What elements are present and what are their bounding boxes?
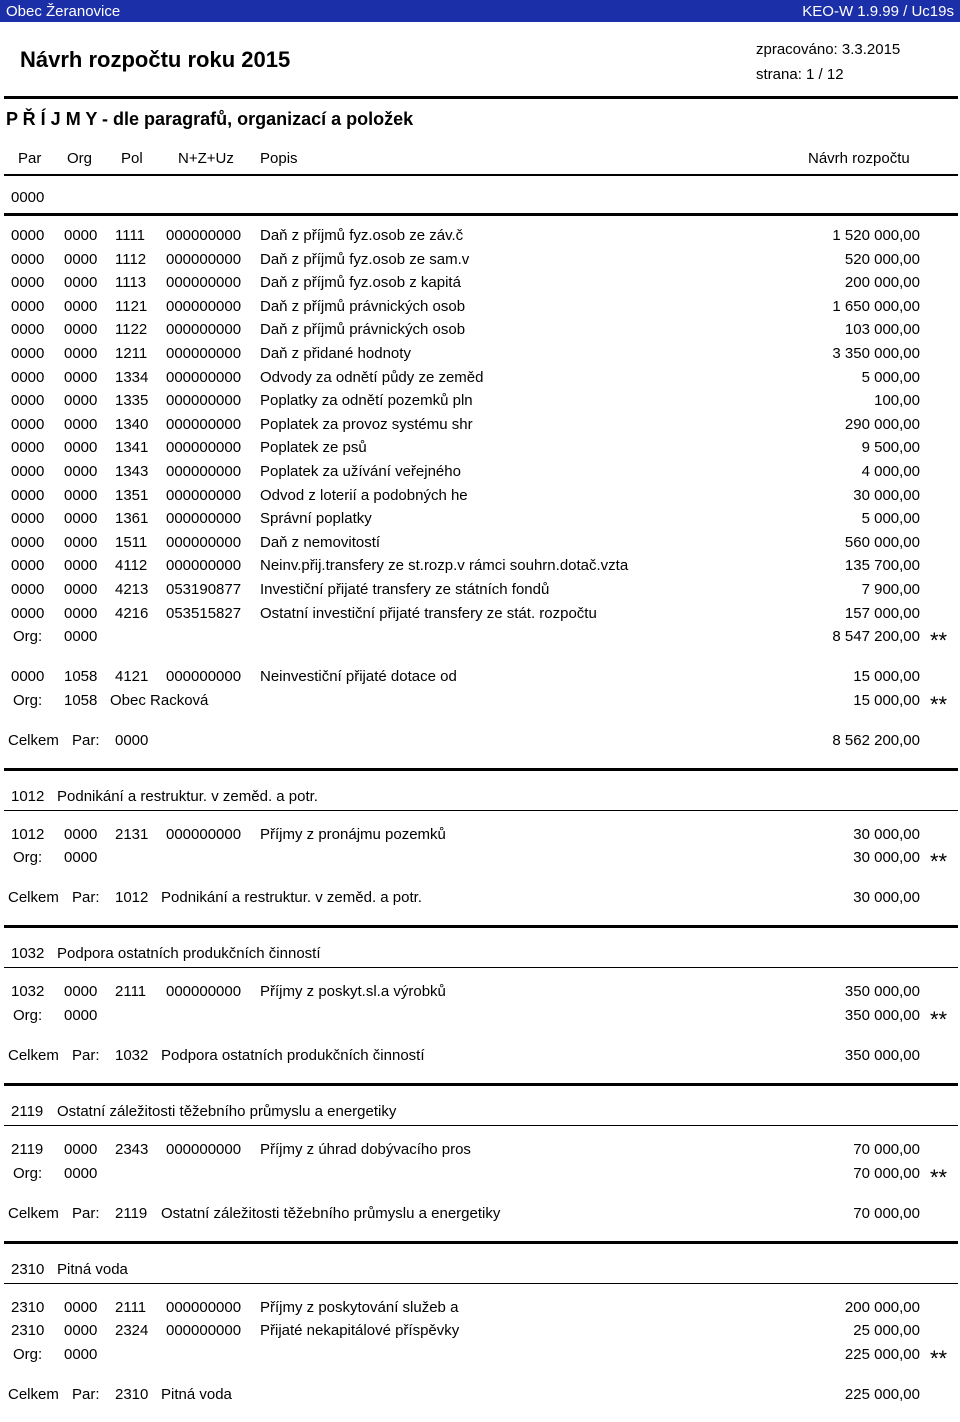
cell-org: 0000 bbox=[64, 581, 98, 598]
page-number: strana: 1 / 12 bbox=[756, 66, 844, 83]
section-heading-divider bbox=[4, 1125, 958, 1126]
cell-amount: 200 000,00 bbox=[844, 1298, 920, 1316]
cell-org: 0000 bbox=[64, 983, 98, 1001]
celkem-total: 30 000,00 bbox=[853, 889, 920, 907]
cell-nzu: 000000000 bbox=[166, 415, 242, 433]
cell-amount: 5 000,00 bbox=[861, 368, 920, 386]
cell-par: 0000 bbox=[11, 533, 45, 551]
cell-org: 0000 bbox=[64, 486, 98, 504]
cell-pol: 1121 bbox=[115, 297, 148, 315]
cell-par: 0000 bbox=[11, 227, 45, 244]
cell-par: 2119 bbox=[11, 1141, 44, 1158]
cell-org: 0000 bbox=[64, 227, 98, 244]
cell-amount: 135 700,00 bbox=[844, 557, 920, 575]
cell-popis: Daň z příjmů fyz.osob z kapitá bbox=[260, 274, 461, 292]
section-name: Podpora ostatních produkčních činností bbox=[57, 945, 321, 963]
celkem-label: Celkem bbox=[8, 1385, 59, 1403]
cell-nzu: 000000000 bbox=[166, 297, 242, 315]
org-label: Org: bbox=[13, 849, 43, 867]
cell-pol: 1351 bbox=[115, 486, 149, 504]
header-divider bbox=[4, 174, 958, 176]
cell-popis: Daň z přidané hodnoty bbox=[260, 345, 411, 362]
celkem-label: Celkem bbox=[8, 731, 59, 749]
org-total: 8 547 200,00 bbox=[832, 628, 920, 646]
cell-nzu: 053190877 bbox=[166, 581, 242, 598]
cell-amount: 25 000,00 bbox=[853, 1322, 920, 1340]
cell-popis: Správní poplatky bbox=[260, 510, 372, 528]
cell-org: 0000 bbox=[64, 297, 98, 315]
section-total-row bbox=[0, 1205, 960, 1223]
org-total-row bbox=[0, 849, 960, 867]
cell-amount: 30 000,00 bbox=[853, 825, 920, 843]
section-heading bbox=[0, 945, 960, 963]
cell-popis: Poplatek za provoz systému shr bbox=[260, 415, 473, 433]
org-label: Org: bbox=[13, 1345, 43, 1363]
cell-par: 0000 bbox=[11, 510, 45, 528]
processed-date: zpracováno: 3.3.2015 bbox=[756, 41, 901, 58]
cell-popis: Daň z příjmů fyz.osob ze záv.č bbox=[260, 227, 464, 244]
total-stars: ** bbox=[930, 691, 948, 717]
org-total: 15 000,00 bbox=[853, 691, 920, 709]
cell-pol: 1111 bbox=[115, 227, 146, 244]
cell-org: 0000 bbox=[64, 463, 98, 480]
cell-pol: 1335 bbox=[115, 392, 149, 410]
cell-nzu: 000000000 bbox=[166, 368, 242, 386]
cell-popis: Příjmy z úhrad dobývacího pros bbox=[260, 1141, 471, 1158]
report-header: P Ř Í J M Y - dle paragrafů, organizací a položek bbox=[6, 109, 414, 129]
table-row bbox=[0, 487, 960, 505]
cell-pol: 2343 bbox=[115, 1141, 149, 1158]
cell-popis: Daň z příjmů právnických osob bbox=[260, 297, 466, 315]
celkem-label: Celkem bbox=[8, 889, 59, 907]
cell-org: 0000 bbox=[64, 1141, 98, 1158]
celkem-code: 1032 bbox=[115, 1047, 149, 1064]
table-row bbox=[0, 392, 960, 410]
celkem-code: 2310 bbox=[115, 1385, 149, 1403]
cell-nzu: 000000000 bbox=[166, 1141, 242, 1158]
cell-amount: 290 000,00 bbox=[844, 415, 920, 433]
celkem-total: 225 000,00 bbox=[844, 1385, 920, 1403]
table-row bbox=[0, 463, 960, 481]
cell-par: 0000 bbox=[11, 250, 45, 268]
section-heading-divider bbox=[4, 967, 958, 968]
cell-amount: 7 900,00 bbox=[861, 581, 920, 598]
org-label: Org: bbox=[13, 691, 43, 709]
cell-nzu: 000000000 bbox=[166, 274, 242, 292]
celkem-par-label: Par: bbox=[72, 731, 100, 749]
cell-pol: 2111 bbox=[115, 983, 147, 1001]
table-row bbox=[0, 826, 960, 844]
cell-nzu: 000000000 bbox=[166, 1322, 242, 1340]
section-divider bbox=[4, 925, 958, 928]
col-par: Par bbox=[18, 150, 42, 167]
column-headers bbox=[0, 150, 960, 168]
celkem-label: Celkem bbox=[8, 1204, 59, 1222]
cell-par: 0000 bbox=[11, 486, 45, 504]
total-stars: ** bbox=[930, 1164, 948, 1190]
cell-org: 0000 bbox=[64, 321, 98, 339]
celkem-name: Pitná voda bbox=[161, 1385, 232, 1403]
cell-amount: 15 000,00 bbox=[853, 668, 920, 686]
section-heading bbox=[0, 189, 960, 207]
section-divider bbox=[4, 1241, 958, 1244]
cell-popis: Příjmy z poskytování služeb a bbox=[260, 1298, 459, 1316]
section-code: 2310 bbox=[11, 1260, 45, 1278]
cell-amount: 70 000,00 bbox=[853, 1141, 920, 1158]
cell-par: 0000 bbox=[11, 604, 45, 622]
cell-par: 2310 bbox=[11, 1298, 45, 1316]
section-code: 1032 bbox=[11, 945, 45, 963]
celkem-par-label: Par: bbox=[72, 1204, 100, 1222]
section-heading bbox=[0, 788, 960, 806]
org-total-row bbox=[0, 1007, 960, 1025]
cell-popis: Ostatní investiční přijaté transfery ze stát. rozpočtu bbox=[260, 604, 597, 622]
section-divider bbox=[4, 768, 958, 771]
cell-pol: 4112 bbox=[115, 557, 148, 575]
cell-org: 0000 bbox=[64, 825, 98, 843]
cell-nzu: 000000000 bbox=[166, 983, 242, 1001]
col-org: Org bbox=[67, 150, 93, 167]
section-heading bbox=[0, 1103, 960, 1121]
section-total-row bbox=[0, 889, 960, 907]
cell-popis: Daň z příjmů právnických osob bbox=[260, 321, 466, 339]
col-navrh: Návrh rozpočtu bbox=[808, 150, 910, 167]
celkem-name: Podpora ostatních produkčních činností bbox=[161, 1047, 425, 1064]
cell-par: 2310 bbox=[11, 1322, 45, 1340]
col-popis: Popis bbox=[260, 150, 298, 167]
cell-par: 1012 bbox=[11, 825, 45, 843]
cell-nzu: 000000000 bbox=[166, 463, 242, 480]
celkem-code: 1012 bbox=[115, 889, 149, 907]
cell-amount: 5 000,00 bbox=[861, 510, 920, 528]
cell-nzu: 000000000 bbox=[166, 345, 242, 362]
celkem-name: Podnikání a restruktur. v zeměd. a potr. bbox=[161, 889, 422, 907]
cell-nzu: 000000000 bbox=[166, 533, 242, 551]
org-total-row bbox=[0, 692, 960, 710]
cell-amount: 157 000,00 bbox=[844, 604, 920, 622]
cell-org: 0000 bbox=[64, 439, 98, 457]
cell-amount: 103 000,00 bbox=[844, 321, 920, 339]
cell-popis: Daň z příjmů fyz.osob ze sam.v bbox=[260, 250, 470, 268]
table-row bbox=[0, 1299, 960, 1317]
table-row bbox=[0, 1322, 960, 1340]
section-name: Podnikání a restruktur. v zeměd. a potr. bbox=[57, 787, 318, 805]
cell-pol: 1343 bbox=[115, 463, 149, 480]
section-code: 1012 bbox=[11, 787, 45, 805]
top-bar bbox=[0, 0, 960, 22]
total-stars: ** bbox=[930, 849, 948, 875]
cell-org: 0000 bbox=[64, 604, 98, 622]
section-total-row bbox=[0, 1386, 960, 1404]
municipality-name: Obec Žeranovice bbox=[6, 3, 121, 20]
cell-popis: Příjmy z pronájmu pozemků bbox=[260, 825, 446, 843]
cell-par: 0000 bbox=[11, 297, 45, 315]
section-heading-divider bbox=[4, 213, 958, 216]
cell-amount: 1 650 000,00 bbox=[832, 297, 920, 315]
cell-pol: 4121 bbox=[115, 668, 149, 686]
cell-amount: 9 500,00 bbox=[861, 439, 920, 457]
org-name: Obec Racková bbox=[110, 691, 209, 709]
cell-amount: 30 000,00 bbox=[853, 486, 920, 504]
table-row bbox=[0, 369, 960, 387]
org-code: 0000 bbox=[64, 1345, 98, 1363]
celkem-name: Ostatní záležitosti těžebního průmyslu a energetiky bbox=[161, 1204, 501, 1222]
section-heading-text: 0000 bbox=[11, 189, 45, 206]
cell-nzu: 000000000 bbox=[166, 250, 242, 268]
cell-nzu: 000000000 bbox=[166, 227, 242, 244]
cell-org: 0000 bbox=[64, 392, 98, 410]
table-row bbox=[0, 557, 960, 575]
org-code: 1058 bbox=[64, 691, 98, 709]
cell-pol: 1113 bbox=[115, 274, 147, 292]
section-heading-divider bbox=[4, 1283, 958, 1284]
table-row bbox=[0, 345, 960, 363]
cell-popis: Neinvestiční přijaté dotace od bbox=[260, 668, 457, 686]
col-pol: Pol bbox=[121, 150, 143, 167]
cell-org: 0000 bbox=[64, 345, 98, 362]
cell-pol: 1112 bbox=[115, 250, 147, 268]
cell-org: 0000 bbox=[64, 533, 98, 551]
cell-pol: 1122 bbox=[115, 321, 148, 339]
cell-org: 0000 bbox=[64, 368, 98, 386]
cell-popis: Odvody za odnětí půdy ze zeměd bbox=[260, 368, 484, 386]
org-total-row bbox=[0, 628, 960, 646]
table-row bbox=[0, 605, 960, 623]
cell-par: 0000 bbox=[11, 274, 45, 292]
cell-par: 0000 bbox=[11, 415, 45, 433]
section-heading bbox=[0, 1261, 960, 1279]
cell-nzu: 000000000 bbox=[166, 557, 242, 575]
cell-amount: 100,00 bbox=[874, 392, 920, 410]
table-row bbox=[0, 416, 960, 434]
org-total-row bbox=[0, 1165, 960, 1183]
cell-amount: 560 000,00 bbox=[844, 533, 920, 551]
section-heading-divider bbox=[4, 810, 958, 811]
table-row bbox=[0, 251, 960, 269]
celkem-par-label: Par: bbox=[72, 889, 100, 907]
col-nzu: N+Z+Uz bbox=[178, 150, 234, 167]
cell-pol: 1341 bbox=[115, 439, 149, 457]
celkem-total: 8 562 200,00 bbox=[832, 731, 920, 749]
cell-par: 0000 bbox=[11, 392, 45, 410]
celkem-total: 70 000,00 bbox=[853, 1204, 920, 1222]
cell-par: 0000 bbox=[11, 668, 45, 686]
celkem-par-label: Par: bbox=[72, 1047, 100, 1064]
cell-amount: 350 000,00 bbox=[844, 983, 920, 1001]
section-total-row bbox=[0, 732, 960, 750]
cell-pol: 1211 bbox=[115, 345, 148, 362]
section-code: 2119 bbox=[11, 1103, 44, 1120]
cell-pol: 1361 bbox=[115, 510, 149, 528]
table-row bbox=[0, 298, 960, 316]
cell-popis: Investiční přijaté transfery ze státních fondů bbox=[260, 581, 550, 598]
cell-par: 0000 bbox=[11, 345, 45, 362]
table-row bbox=[0, 534, 960, 552]
total-stars: ** bbox=[930, 1345, 948, 1371]
section-total-row bbox=[0, 1047, 960, 1065]
org-code: 0000 bbox=[64, 628, 98, 646]
table-row bbox=[0, 983, 960, 1001]
cell-nzu: 000000000 bbox=[166, 486, 242, 504]
cell-pol: 4213 bbox=[115, 581, 149, 598]
software-version: KEO-W 1.9.99 / Uc19s bbox=[802, 3, 954, 20]
cell-nzu: 000000000 bbox=[166, 510, 242, 528]
cell-org: 0000 bbox=[64, 415, 98, 433]
table-row bbox=[0, 274, 960, 292]
org-total: 225 000,00 bbox=[844, 1345, 920, 1363]
section-divider bbox=[4, 1083, 958, 1086]
cell-org: 0000 bbox=[64, 510, 98, 528]
cell-org: 0000 bbox=[64, 274, 98, 292]
celkem-code: 2119 bbox=[115, 1204, 148, 1222]
cell-org: 0000 bbox=[64, 250, 98, 268]
cell-par: 1032 bbox=[11, 983, 45, 1001]
org-code: 0000 bbox=[64, 1164, 98, 1182]
cell-popis: Přijaté nekapitálové příspěvky bbox=[260, 1322, 460, 1340]
org-label: Org: bbox=[13, 1007, 43, 1024]
celkem-par-label: Par: bbox=[72, 1385, 100, 1403]
cell-org: 0000 bbox=[64, 1322, 98, 1340]
cell-popis: Odvod z loterií a podobných he bbox=[260, 486, 468, 504]
cell-popis: Poplatky za odnětí pozemků pln bbox=[260, 392, 473, 410]
cell-popis: Poplatek ze psů bbox=[260, 439, 367, 457]
celkem-code: 0000 bbox=[115, 731, 149, 749]
cell-nzu: 000000000 bbox=[166, 321, 242, 339]
org-code: 0000 bbox=[64, 849, 98, 867]
page-title: Návrh rozpočtu roku 2015 bbox=[20, 47, 291, 72]
cell-par: 0000 bbox=[11, 321, 45, 339]
cell-nzu: 000000000 bbox=[166, 439, 242, 457]
section-name: Pitná voda bbox=[57, 1260, 128, 1278]
cell-amount: 3 350 000,00 bbox=[832, 345, 920, 362]
cell-par: 0000 bbox=[11, 439, 45, 457]
cell-nzu: 000000000 bbox=[166, 825, 242, 843]
cell-pol: 4216 bbox=[115, 604, 149, 622]
cell-amount: 200 000,00 bbox=[844, 274, 920, 292]
cell-popis: Daň z nemovitostí bbox=[260, 533, 381, 551]
org-total: 350 000,00 bbox=[844, 1007, 920, 1024]
org-total-row bbox=[0, 1346, 960, 1364]
cell-amount: 1 520 000,00 bbox=[832, 227, 920, 244]
cell-amount: 4 000,00 bbox=[861, 463, 920, 480]
celkem-label: Celkem bbox=[8, 1047, 59, 1064]
org-label: Org: bbox=[13, 628, 43, 646]
cell-nzu: 000000000 bbox=[166, 1298, 242, 1316]
cell-amount: 520 000,00 bbox=[844, 250, 920, 268]
org-total: 30 000,00 bbox=[853, 849, 920, 867]
cell-popis: Neinv.přij.transfery ze st.rozp.v rámci souhrn.dotač.vzta bbox=[260, 557, 629, 575]
cell-org: 0000 bbox=[64, 557, 98, 575]
cell-nzu: 053515827 bbox=[166, 604, 242, 622]
table-row bbox=[0, 321, 960, 339]
cell-par: 0000 bbox=[11, 368, 45, 386]
cell-par: 0000 bbox=[11, 463, 45, 480]
cell-pol: 1340 bbox=[115, 415, 149, 433]
cell-par: 0000 bbox=[11, 557, 45, 575]
cell-pol: 2324 bbox=[115, 1322, 149, 1340]
total-stars: ** bbox=[930, 1007, 948, 1032]
table-row bbox=[0, 581, 960, 599]
table-row bbox=[0, 227, 960, 245]
cell-pol: 1511 bbox=[115, 533, 148, 551]
cell-org: 0000 bbox=[64, 1298, 98, 1316]
section-name: Ostatní záležitosti těžebního průmyslu a energetiky bbox=[57, 1103, 397, 1120]
org-total: 70 000,00 bbox=[853, 1164, 920, 1182]
org-code: 0000 bbox=[64, 1007, 98, 1024]
cell-popis: Poplatek za užívání veřejného bbox=[260, 463, 461, 480]
celkem-total: 350 000,00 bbox=[844, 1047, 920, 1064]
cell-par: 0000 bbox=[11, 581, 45, 598]
org-label: Org: bbox=[13, 1164, 43, 1182]
cell-org: 1058 bbox=[64, 668, 98, 686]
cell-nzu: 000000000 bbox=[166, 668, 242, 686]
cell-popis: Příjmy z poskyt.sl.a výrobků bbox=[260, 983, 446, 1001]
table-row bbox=[0, 439, 960, 457]
table-row bbox=[0, 668, 960, 686]
cell-pol: 2131 bbox=[115, 825, 149, 843]
table-row bbox=[0, 1141, 960, 1159]
cell-nzu: 000000000 bbox=[166, 392, 242, 410]
title-divider bbox=[4, 96, 958, 99]
total-stars: ** bbox=[930, 628, 948, 654]
cell-pol: 2111 bbox=[115, 1298, 147, 1316]
table-row bbox=[0, 510, 960, 528]
cell-pol: 1334 bbox=[115, 368, 149, 386]
